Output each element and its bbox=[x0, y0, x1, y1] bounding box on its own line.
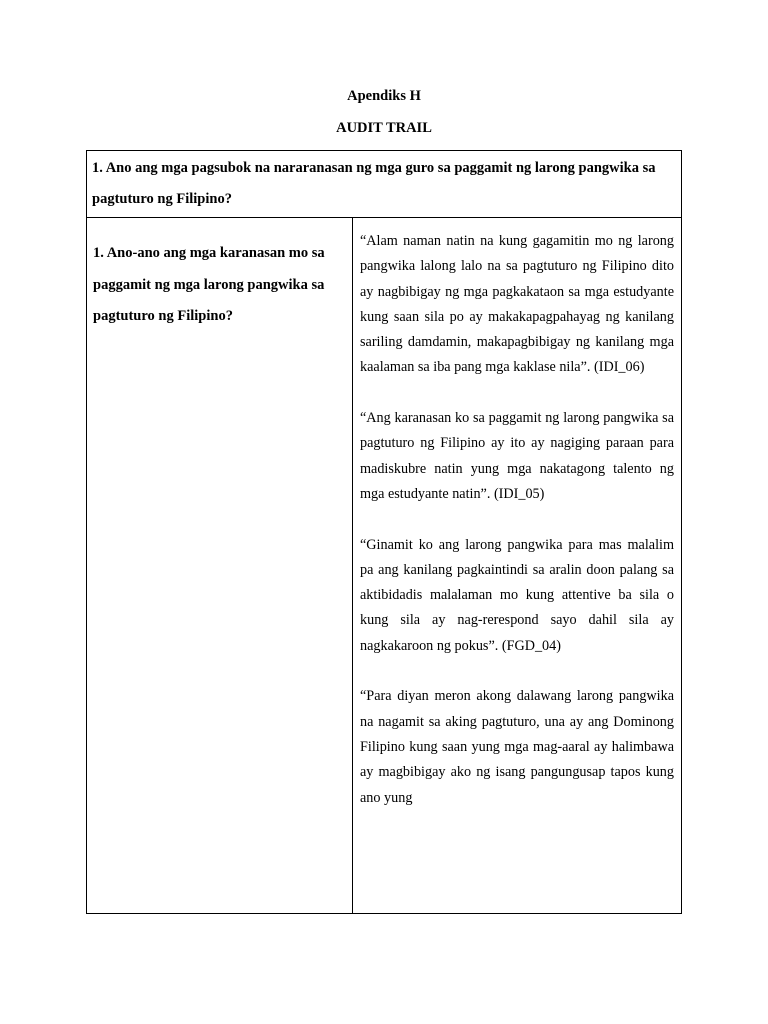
response-quote-4: “Para diyan meron akong dalawang larong pangwika na nagamit sa aking pagtuturo, una ay ang Dominong Filipino kung saan yung mga mag-aaral ay halimbawa ay magbibigay ako ng isang pangungusap tapos kung ano yung bbox=[360, 688, 674, 806]
response-quote-2: “Ang karanasan ko sa paggamit ng larong pangwika sa pagtuturo ng Filipino ay ito ay nagiging paraan para madiskubre natin yung mga nakatagong talento ng mga estudyante natin”. (IDI_05) bbox=[360, 410, 674, 502]
sub-question: 1. Ano-ano ang mga karanasan mo sa paggamit ng mga larong pangwika sa pagtuturo ng Filipino? bbox=[87, 218, 353, 913]
audit-trail-table bbox=[86, 150, 682, 914]
main-question: 1. Ano ang mga pagsubok na nararanasan ng mga guro sa paggamit ng larong pangwika sa pagtuturo ng Filipino? bbox=[87, 151, 681, 218]
appendix-title: Apendiks H bbox=[347, 88, 421, 104]
response-quote-1: “Alam naman natin na kung gagamitin mo ng larong pangwika lalong lalo na sa pagtuturo ng Filipino dito ay nagbibigay ng mga pagkakataon sa mga estudyante kung saan sila po ay makakapagpahayag ng kanilang sariling damdamin, makapagbibigay ng kanilang mga kaalaman sa iba pang mga kaklase nila”. (IDI_06) bbox=[360, 233, 674, 376]
responses-cell bbox=[353, 218, 681, 913]
section-title: AUDIT TRAIL bbox=[336, 120, 432, 136]
response-quote-3: “Ginamit ko ang larong pangwika para mas malalim pa ang kanilang pagkaintindi sa aralin doon palang sa aktibidadis malalaman mo kung attentive ba sila o kung sila ay nag-rerespond sayo dahil sila ay nagkakaroon ng pokus”. (FGD_04) bbox=[360, 536, 674, 654]
